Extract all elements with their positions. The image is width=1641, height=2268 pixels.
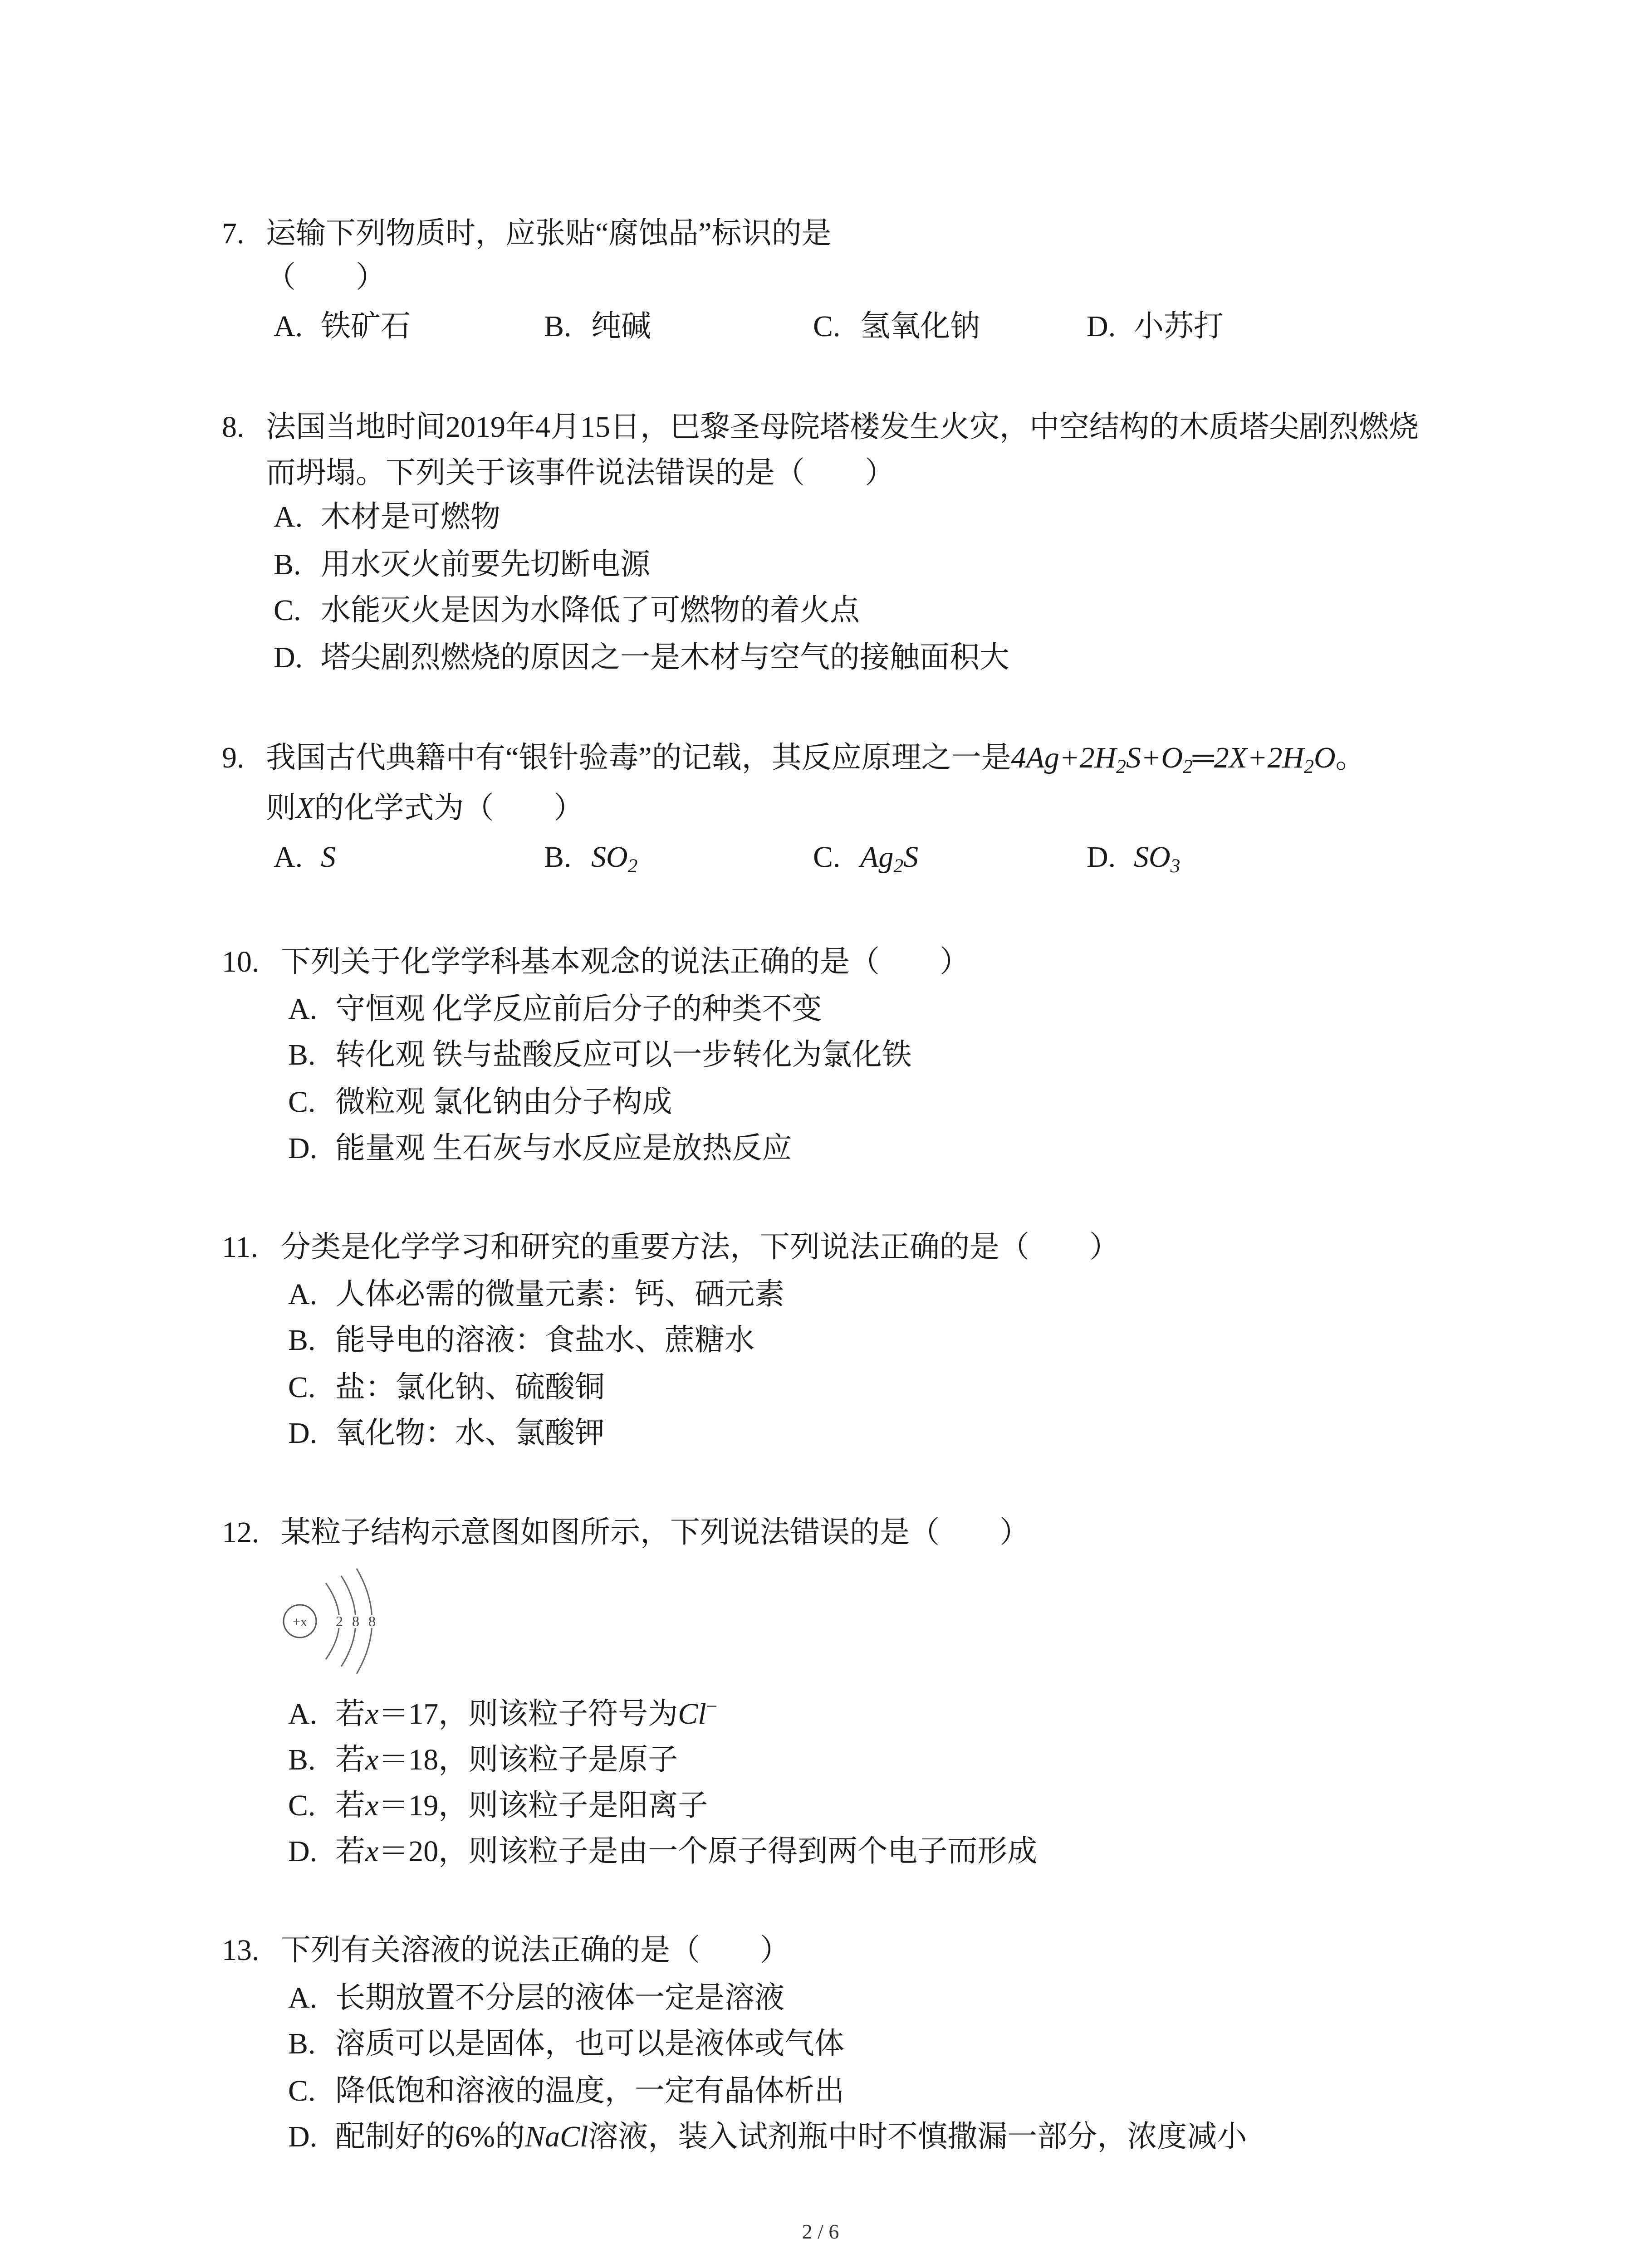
variable-x: x — [365, 1789, 379, 1822]
equation-part: ═2X+2H — [1192, 741, 1304, 774]
option-label: A. — [274, 841, 303, 874]
variable-x: x — [365, 1835, 379, 1868]
option-text: 盐：氯化钠、硫酸铜 — [335, 1371, 605, 1404]
option-text-part: ＝18，则该粒子是原子 — [378, 1743, 678, 1776]
stem-text: 的化学式为（ ） — [314, 792, 584, 825]
option-label: A. — [288, 992, 318, 1026]
option-text: 人体必需的微量元素：钙、硒元素 — [335, 1278, 784, 1311]
question-9-stem-line-2 — [266, 789, 583, 827]
equation-subscript: 2 — [1183, 756, 1193, 778]
equation-part: O — [1313, 741, 1336, 774]
equation-part: 4Ag+2H — [1011, 741, 1117, 774]
option-text-part: 溶液，装入试剂瓶中时不慎撒漏一部分，浓度减小 — [588, 2120, 1247, 2153]
option-label: C. — [274, 594, 301, 627]
option-text — [335, 1833, 1037, 1871]
option-label: D. — [288, 2120, 318, 2153]
variable-x: X — [296, 792, 314, 825]
question-12-number: 12. — [222, 1516, 260, 1549]
option-text-part: ＝19，则该粒子是阳离子 — [378, 1789, 708, 1822]
option-text — [335, 1741, 678, 1779]
option-label: D. — [288, 1132, 318, 1165]
question-13-stem: 下列有关溶液的说法正确的是（ ） — [281, 1934, 790, 1967]
equation-part: S+O — [1126, 741, 1183, 774]
option-label: B. — [274, 548, 301, 581]
formula-subscript: 2 — [627, 855, 638, 877]
question-13-number: 13. — [222, 1934, 260, 1967]
question-8-stem-line-1: 法国当地时间2019年4月15日，巴黎圣母院塔楼发生火灾，中空结构的木质塔尖剧烈燃烧 — [266, 411, 1419, 444]
formula-part: S — [903, 841, 919, 874]
question-12-stem: 某粒子结构示意图如图所示，下列说法错误的是（ ） — [281, 1516, 1029, 1549]
option-text-part: ＝17，则该粒子符号为 — [378, 1697, 678, 1730]
option-label: C. — [813, 310, 841, 343]
option-formula — [321, 838, 336, 876]
question-9-stem-line-1 — [266, 739, 1366, 777]
formula-subscript: 2 — [893, 855, 904, 877]
question-7-number: 7. — [222, 217, 245, 250]
option-label: B. — [288, 1324, 316, 1357]
option-text: 小苏打 — [1134, 310, 1224, 343]
question-8-number: 8. — [222, 411, 245, 444]
variable-x: x — [365, 1743, 379, 1776]
option-text — [335, 2118, 1247, 2156]
question-9-number: 9. — [222, 741, 245, 774]
option-label: A. — [274, 500, 303, 533]
question-7-stem: 运输下列物质时，应张贴“腐蚀品”标识的是 — [266, 217, 832, 250]
formula-part: Ag — [860, 841, 894, 874]
stem-text: 则 — [266, 792, 296, 825]
stem-end-punctuation: 。 — [1335, 741, 1366, 774]
electron-count-shell-2: 8 — [352, 1613, 359, 1629]
formula-part: SO — [1134, 841, 1171, 874]
option-formula — [591, 838, 637, 876]
ion-charge-superscript: − — [706, 1696, 718, 1718]
question-7-answer-blank: （ ） — [266, 261, 386, 294]
option-text: 转化观 铁与盐酸反应可以一步转化为氯化铁 — [335, 1038, 912, 1071]
option-text: 用水灭火前要先切断电源 — [321, 548, 650, 581]
option-text — [335, 1695, 717, 1733]
stem-text: 我国古代典籍中有“银针验毒”的记载，其反应原理之一是 — [266, 741, 1011, 774]
option-label: A. — [288, 1981, 318, 2014]
option-text: 木材是可燃物 — [321, 500, 500, 533]
equation-subscript: 2 — [1304, 756, 1314, 778]
option-label: D. — [288, 1417, 318, 1450]
option-text-part: ＝20，则该粒子是由一个原子得到两个电子而形成 — [378, 1835, 1038, 1868]
nucleus-charge-label: +x — [293, 1614, 307, 1629]
option-text — [335, 1787, 708, 1825]
option-label: B. — [288, 2027, 316, 2060]
option-text: 水能灭火是因为水降低了可燃物的着火点 — [321, 594, 860, 627]
question-11-number: 11. — [222, 1231, 259, 1264]
option-label: D. — [288, 1835, 318, 1868]
option-text: 降低饱和溶液的温度，一定有晶体析出 — [335, 2074, 844, 2107]
option-text-part: 配制好的6%的 — [335, 2120, 525, 2153]
option-text-part: 若 — [335, 1743, 365, 1776]
option-label: C. — [813, 841, 841, 874]
question-8-stem-line-2: 而坍塌。下列关于该事件说法错误的是（ ） — [266, 456, 895, 489]
option-label: A. — [288, 1697, 318, 1730]
chemical-equation — [1011, 741, 1336, 778]
option-label: B. — [288, 1038, 316, 1071]
option-label: C. — [288, 1085, 316, 1119]
equation-subscript: 2 — [1116, 756, 1126, 778]
option-text: 氧化物：水、氯酸钾 — [335, 1417, 605, 1450]
option-text-part: 若 — [335, 1835, 365, 1868]
option-text-part: 若 — [335, 1697, 365, 1730]
electron-count-shell-3: 8 — [368, 1613, 376, 1629]
option-text: 溶质可以是固体，也可以是液体或气体 — [335, 2027, 844, 2060]
option-text-part: 若 — [335, 1789, 365, 1822]
variable-x: x — [365, 1697, 379, 1730]
option-text: 守恒观 化学反应前后分子的种类不变 — [335, 992, 822, 1026]
atomic-structure-diagram — [277, 1565, 386, 1683]
option-text: 塔尖剧烈燃烧的原因之一是木材与空气的接触面积大 — [321, 641, 1009, 674]
option-formula — [860, 838, 918, 876]
option-text: 能导电的溶液：食盐水、蔗糖水 — [335, 1324, 754, 1357]
option-text: 能量观 生石灰与水反应是放热反应 — [335, 1132, 792, 1165]
option-label: D. — [1087, 841, 1116, 874]
question-11-stem: 分类是化学学习和研究的重要方法，下列说法正确的是（ ） — [281, 1231, 1119, 1264]
option-text: 微粒观 氯化钠由分子构成 — [335, 1085, 672, 1119]
option-label: B. — [544, 310, 572, 343]
page-number-footer: 2 / 6 — [802, 2220, 839, 2243]
option-label: D. — [274, 641, 303, 674]
option-text: 长期放置不分层的液体一定是溶液 — [335, 1981, 784, 2014]
option-label: C. — [288, 1789, 316, 1822]
option-formula — [1134, 838, 1180, 876]
option-label: C. — [288, 1371, 316, 1404]
formula-part: SO — [591, 841, 628, 874]
question-10-number: 10. — [222, 945, 260, 978]
option-label: B. — [544, 841, 572, 874]
chlorine-symbol: Cl — [678, 1697, 706, 1730]
option-text: 铁矿石 — [321, 310, 411, 343]
option-text: 氢氧化钠 — [860, 310, 980, 343]
option-label: B. — [288, 1743, 316, 1776]
option-label: D. — [1087, 310, 1116, 343]
option-label: C. — [288, 2074, 316, 2107]
sodium-chloride-formula: NaCl — [524, 2120, 588, 2153]
option-label: A. — [274, 310, 303, 343]
formula-subscript: 3 — [1170, 855, 1181, 877]
option-text: 纯碱 — [591, 310, 651, 343]
formula-part: S — [321, 841, 336, 874]
electron-count-shell-1: 2 — [336, 1613, 343, 1629]
option-label: A. — [288, 1278, 318, 1311]
question-10-stem: 下列关于化学学科基本观念的说法正确的是（ ） — [281, 945, 970, 978]
